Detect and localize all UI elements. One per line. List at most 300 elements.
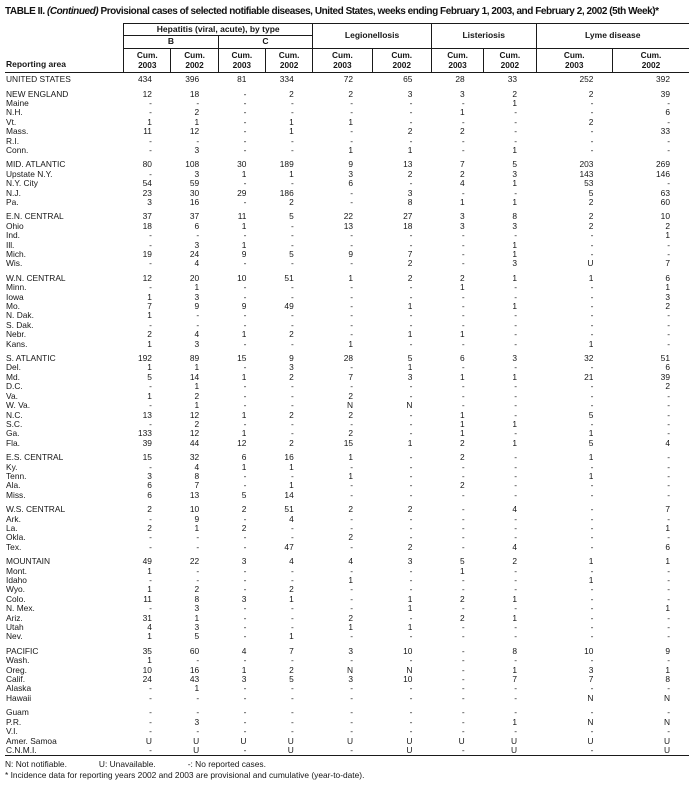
value-cell: 1 xyxy=(665,664,670,675)
table-row xyxy=(5,585,689,594)
value-cell: 49 xyxy=(284,301,294,312)
reporting-area-cell: Ala. xyxy=(6,480,21,491)
value-cell: - xyxy=(514,655,518,666)
value-cell: 1 xyxy=(241,428,247,439)
value-cell: - xyxy=(290,258,294,269)
value-cell: - xyxy=(196,135,200,146)
value-cell: 1 xyxy=(194,400,200,411)
table-row xyxy=(5,746,689,756)
value-cell: - xyxy=(290,310,294,321)
value-cell: - xyxy=(409,390,413,401)
value-cell: - xyxy=(243,144,247,155)
value-cell: 35 xyxy=(142,645,152,656)
table-row xyxy=(5,505,689,514)
value-cell: - xyxy=(667,622,670,633)
value-cell: 3 xyxy=(194,603,200,614)
table-row xyxy=(5,250,689,259)
value-cell: - xyxy=(350,126,354,137)
value-cell: - xyxy=(149,603,152,614)
value-cell: 1 xyxy=(460,196,465,207)
value-cell: 19 xyxy=(142,249,152,259)
value-cell: - xyxy=(243,178,247,189)
value-cell: 7 xyxy=(588,674,594,685)
value-cell: - xyxy=(290,144,294,155)
value-cell: - xyxy=(667,683,670,694)
value-cell: 7 xyxy=(665,504,670,515)
reporting-area-cell: W.S. CENTRAL xyxy=(6,504,66,515)
value-cell: - xyxy=(667,452,670,463)
value-cell: 39 xyxy=(660,88,670,99)
value-cell: - xyxy=(196,97,200,108)
value-cell: - xyxy=(514,631,518,642)
value-cell: - xyxy=(514,683,518,694)
value-cell: 4 xyxy=(289,513,294,524)
value-cell: 51 xyxy=(284,504,294,515)
value-cell: - xyxy=(514,470,518,481)
value-cell: 24 xyxy=(142,674,152,685)
value-cell: - xyxy=(461,144,465,155)
value-cell: - xyxy=(667,575,670,585)
reporting-area-cell: D.C. xyxy=(6,381,23,392)
value-cell: U xyxy=(510,735,518,746)
value-cell: 1 xyxy=(194,522,200,533)
value-cell: 1 xyxy=(512,196,518,207)
value-cell: 1 xyxy=(460,282,465,293)
value-cell: 89 xyxy=(189,353,200,364)
value-cell: U xyxy=(287,735,294,746)
value-cell: - xyxy=(514,565,518,576)
value-cell: - xyxy=(514,282,518,293)
value-cell: U xyxy=(193,735,200,746)
value-cell: - xyxy=(409,338,413,349)
value-cell: 334 xyxy=(279,74,294,85)
table-row xyxy=(5,543,689,552)
value-cell: - xyxy=(290,239,294,250)
value-cell: - xyxy=(461,603,465,614)
value-cell: - xyxy=(290,282,294,293)
value-cell: 7 xyxy=(460,159,465,170)
value-cell: - xyxy=(461,744,465,755)
value-cell: 3 xyxy=(194,338,200,349)
value-cell: - xyxy=(590,362,594,373)
value-cell: 1 xyxy=(289,116,294,127)
legionellosis-group-header: Legionellosis xyxy=(313,23,432,49)
value-cell: - xyxy=(461,301,465,312)
value-cell: 1 xyxy=(348,144,354,155)
value-cell: 9 xyxy=(194,301,200,312)
value-cell: - xyxy=(409,612,413,623)
value-cell: 4 xyxy=(241,645,247,656)
value-cell: - xyxy=(149,744,152,755)
value-cell: - xyxy=(243,565,247,576)
value-cell: - xyxy=(243,319,247,330)
value-cell: 1 xyxy=(147,655,152,666)
value-cell: - xyxy=(514,726,518,737)
value-cell: - xyxy=(290,291,294,302)
value-cell: 1 xyxy=(348,622,354,633)
value-cell: - xyxy=(514,381,518,392)
value-cell: 1 xyxy=(194,381,200,392)
value-cell: 15 xyxy=(142,452,152,463)
value-cell: 5 xyxy=(588,437,594,448)
value-cell: - xyxy=(409,452,413,463)
table-row xyxy=(5,420,689,429)
value-cell: 2 xyxy=(460,612,465,623)
table-row xyxy=(5,694,689,703)
value-cell: 2 xyxy=(348,390,354,401)
column-header-cum-1: Cum. 2003 xyxy=(124,49,171,73)
value-cell: - xyxy=(290,400,294,411)
value-cell: 6 xyxy=(665,107,670,118)
value-cell: - xyxy=(290,575,294,585)
value-cell: - xyxy=(290,338,294,349)
value-cell: 5 xyxy=(588,187,594,198)
value-cell: 16 xyxy=(284,452,294,463)
value-cell: - xyxy=(409,428,413,439)
value-cell: - xyxy=(350,301,354,312)
value-cell: 2 xyxy=(289,329,294,340)
value-cell: 10 xyxy=(403,674,413,685)
value-cell: - xyxy=(243,716,247,727)
value-cell: - xyxy=(243,532,247,543)
value-cell: 1 xyxy=(241,239,247,250)
reporting-area-cell: Mo. xyxy=(6,301,20,312)
reporting-area-cell: Va. xyxy=(6,390,18,401)
value-cell: 1 xyxy=(194,282,200,293)
reporting-area-cell: Hawaii xyxy=(6,692,32,703)
table-row xyxy=(5,90,689,99)
reporting-area-cell: N.J. xyxy=(6,187,21,198)
reporting-area-cell: MID. ATLANTIC xyxy=(6,159,66,170)
reporting-area-cell: Ky. xyxy=(6,461,18,472)
reporting-area-cell: Kans. xyxy=(6,338,28,349)
value-cell: - xyxy=(461,381,465,392)
value-cell: - xyxy=(290,522,294,533)
value-cell: - xyxy=(667,409,670,420)
value-cell: - xyxy=(409,631,413,642)
value-cell: - xyxy=(350,522,354,533)
value-cell: - xyxy=(409,107,413,118)
value-cell: 2 xyxy=(460,593,465,604)
value-cell: - xyxy=(514,532,518,543)
value-cell: 1 xyxy=(147,310,152,321)
value-cell: - xyxy=(196,532,200,543)
value-cell: 5 xyxy=(460,556,465,567)
value-cell: - xyxy=(667,565,670,576)
value-cell: - xyxy=(590,418,594,429)
reporting-area-cell: Upstate N.Y. xyxy=(6,168,53,179)
value-cell: 9 xyxy=(241,249,247,259)
value-cell: 47 xyxy=(284,541,294,552)
value-cell: 5 xyxy=(588,409,594,420)
value-cell: - xyxy=(514,622,518,633)
table-row xyxy=(5,189,689,198)
value-cell: - xyxy=(667,480,670,491)
reporting-area-cell: PACIFIC xyxy=(6,645,39,656)
value-cell: U xyxy=(406,744,413,755)
table-row xyxy=(5,274,689,283)
value-cell: 33 xyxy=(660,126,670,137)
value-cell: - xyxy=(409,480,413,491)
reporting-area-cell: Mass. xyxy=(6,126,29,137)
table-row xyxy=(5,340,689,349)
value-cell: 5 xyxy=(289,249,294,259)
value-cell: - xyxy=(290,319,294,330)
value-cell: - xyxy=(409,178,413,189)
value-cell: - xyxy=(409,310,413,321)
value-cell: - xyxy=(243,310,247,321)
reporting-area-cell: S. Dak. xyxy=(6,319,34,330)
value-cell: - xyxy=(667,338,670,349)
value-cell: 1 xyxy=(588,272,594,283)
value-cell: 12 xyxy=(189,409,200,420)
value-cell: U xyxy=(663,744,670,755)
value-cell: - xyxy=(461,258,465,269)
value-cell: - xyxy=(514,522,518,533)
value-cell: 2 xyxy=(289,196,294,207)
value-cell: 49 xyxy=(142,556,152,567)
value-cell: 186 xyxy=(279,187,294,198)
value-cell: - xyxy=(514,603,518,614)
table-row xyxy=(5,302,689,311)
column-header-cum-2: Cum. 2002 xyxy=(171,49,218,73)
value-cell: - xyxy=(590,504,594,515)
value-cell: 8 xyxy=(407,196,413,207)
value-cell: 1 xyxy=(588,452,594,463)
table-title-continued: (Continued) xyxy=(46,6,99,17)
value-cell: - xyxy=(514,575,518,585)
reporting-area-cell: Nev. xyxy=(6,631,23,642)
value-cell: N xyxy=(663,716,670,727)
reporting-area-cell: S. ATLANTIC xyxy=(6,353,56,364)
value-cell: - xyxy=(667,593,670,604)
value-cell: 2 xyxy=(665,301,670,312)
value-cell: 2 xyxy=(665,381,670,392)
value-cell: 2 xyxy=(588,196,594,207)
value-cell: 16 xyxy=(189,664,200,675)
value-cell: 9 xyxy=(665,645,670,656)
value-cell: 1 xyxy=(194,683,200,694)
value-cell: - xyxy=(590,541,594,552)
value-cell: 3 xyxy=(512,220,518,231)
value-cell: - xyxy=(290,178,294,189)
value-cell: - xyxy=(243,584,247,595)
value-cell: 203 xyxy=(579,159,594,170)
value-cell: - xyxy=(590,631,594,642)
value-cell: 6 xyxy=(665,272,670,283)
value-cell: 3 xyxy=(147,470,152,481)
value-cell: 1 xyxy=(512,144,518,155)
value-cell: - xyxy=(290,230,294,241)
footnote-incidence-note: * Incidence data for reporting years 2002 and 2003 are provisional and cumulative (year-to-date). xyxy=(5,770,365,781)
value-cell: - xyxy=(350,461,354,472)
reporting-area-cell: N. Mex. xyxy=(6,603,35,614)
reporting-area-cell: Maine xyxy=(6,97,29,108)
value-cell: 2 xyxy=(588,211,594,222)
value-cell: 22 xyxy=(189,556,200,567)
value-cell: 14 xyxy=(189,371,200,382)
reporting-area-cell: N.C. xyxy=(6,409,23,420)
value-cell: 18 xyxy=(403,220,413,231)
value-cell: - xyxy=(290,655,294,666)
value-cell: - xyxy=(590,489,594,500)
value-cell: - xyxy=(243,612,247,623)
value-cell: 1 xyxy=(348,575,354,585)
value-cell: - xyxy=(514,452,518,463)
value-cell: - xyxy=(409,116,413,127)
value-cell: 4 xyxy=(194,461,200,472)
value-cell: - xyxy=(149,513,152,524)
value-cell: - xyxy=(514,319,518,330)
value-cell: 1 xyxy=(407,603,413,614)
value-cell: - xyxy=(243,282,247,293)
reporting-area-cell: Ill. xyxy=(6,239,15,250)
value-cell: 1 xyxy=(512,593,518,604)
value-cell: 3 xyxy=(194,144,200,155)
value-cell: 2 xyxy=(289,88,294,99)
value-cell: - xyxy=(350,319,354,330)
value-cell: - xyxy=(243,513,247,524)
value-cell: - xyxy=(149,418,152,429)
listeriosis-group-header: Listeriosis xyxy=(431,23,536,49)
value-cell: - xyxy=(290,107,294,118)
value-cell: - xyxy=(590,144,594,155)
value-cell: - xyxy=(243,230,247,241)
value-cell: U xyxy=(406,735,413,746)
value-cell: 3 xyxy=(147,196,152,207)
table-footnotes xyxy=(5,759,689,781)
value-cell: 2 xyxy=(512,88,518,99)
reporting-area-cell: Ark. xyxy=(6,513,21,524)
value-cell: - xyxy=(590,310,594,321)
value-cell: - xyxy=(243,603,247,614)
value-cell: - xyxy=(350,707,354,718)
value-cell: 1 xyxy=(147,631,152,642)
value-cell: - xyxy=(350,692,354,703)
value-cell: - xyxy=(350,584,354,595)
value-cell: - xyxy=(290,418,294,429)
value-cell: - xyxy=(350,744,354,755)
value-cell: - xyxy=(461,655,465,666)
value-cell: 31 xyxy=(142,612,152,623)
value-cell: 396 xyxy=(185,74,200,85)
value-cell: - xyxy=(350,196,354,207)
value-cell: 1 xyxy=(194,362,200,373)
value-cell: 2 xyxy=(407,126,413,137)
value-cell: 39 xyxy=(142,437,152,448)
value-cell: - xyxy=(350,107,354,118)
value-cell: - xyxy=(590,522,594,533)
value-cell: 3 xyxy=(194,291,200,302)
value-cell: 59 xyxy=(189,178,200,189)
value-cell: - xyxy=(409,683,413,694)
value-cell: - xyxy=(409,97,413,108)
value-cell: - xyxy=(149,692,152,703)
value-cell: - xyxy=(461,230,465,241)
value-cell: - xyxy=(461,622,465,633)
value-cell: - xyxy=(514,409,518,420)
reporting-area-cell: W. Va. xyxy=(6,400,31,411)
value-cell: 1 xyxy=(407,622,413,633)
value-cell: 44 xyxy=(189,437,200,448)
value-cell: - xyxy=(590,603,594,614)
value-cell: 1 xyxy=(147,116,152,127)
value-cell: - xyxy=(514,480,518,491)
value-cell: - xyxy=(461,239,465,250)
value-cell: - xyxy=(196,575,200,585)
value-cell: 21 xyxy=(584,371,594,382)
value-cell: - xyxy=(149,168,152,179)
value-cell: - xyxy=(409,282,413,293)
value-cell: N xyxy=(347,664,354,675)
value-cell: 10 xyxy=(142,664,152,675)
value-cell: 1 xyxy=(241,168,247,179)
value-cell: 9 xyxy=(348,159,354,170)
table-row xyxy=(5,373,689,382)
value-cell: 2 xyxy=(407,541,413,552)
value-cell: - xyxy=(514,126,518,137)
value-cell: 3 xyxy=(407,371,413,382)
value-cell: 1 xyxy=(588,470,594,481)
value-cell: - xyxy=(149,683,152,694)
value-cell: 3 xyxy=(194,239,200,250)
value-cell: 1 xyxy=(194,116,200,127)
value-cell: 1 xyxy=(407,362,413,373)
value-cell: 5 xyxy=(241,489,247,500)
value-cell: - xyxy=(196,655,200,666)
value-cell: U xyxy=(510,744,518,755)
value-cell: - xyxy=(409,291,413,302)
table-row xyxy=(5,647,689,656)
reporting-area-cell: E.N. CENTRAL xyxy=(6,211,64,222)
value-cell: - xyxy=(590,532,594,543)
reporting-area-cell: V.I. xyxy=(6,726,18,737)
value-cell: - xyxy=(667,489,670,500)
value-cell: - xyxy=(514,513,518,524)
value-cell: 27 xyxy=(403,211,413,222)
value-cell: - xyxy=(350,418,354,429)
value-cell: - xyxy=(243,126,247,137)
reporting-area-cell: N. Dak. xyxy=(6,310,34,321)
value-cell: - xyxy=(461,319,465,330)
footnote-legend xyxy=(5,759,689,770)
value-cell: 53 xyxy=(584,178,594,189)
value-cell: 6 xyxy=(147,480,152,491)
value-cell: 1 xyxy=(512,716,518,727)
value-cell: - xyxy=(590,744,594,755)
value-cell: 1 xyxy=(588,556,594,567)
value-cell: - xyxy=(461,726,465,737)
reporting-area-cell: Wis. xyxy=(6,258,23,269)
value-cell: - xyxy=(196,310,200,321)
table-row xyxy=(5,533,689,542)
table-row xyxy=(5,118,689,127)
value-cell: - xyxy=(409,409,413,420)
value-cell: 51 xyxy=(660,353,670,364)
value-cell: 4 xyxy=(289,556,294,567)
value-cell: - xyxy=(409,726,413,737)
value-cell: U xyxy=(287,744,294,755)
value-cell: 10 xyxy=(660,211,670,222)
table-row xyxy=(5,472,689,481)
value-cell: 2 xyxy=(348,409,354,420)
value-cell: - xyxy=(461,664,465,675)
value-cell: - xyxy=(590,565,594,576)
table-row xyxy=(5,311,689,320)
value-cell: - xyxy=(243,707,247,718)
value-cell: 37 xyxy=(189,211,200,222)
value-cell: - xyxy=(149,381,152,392)
